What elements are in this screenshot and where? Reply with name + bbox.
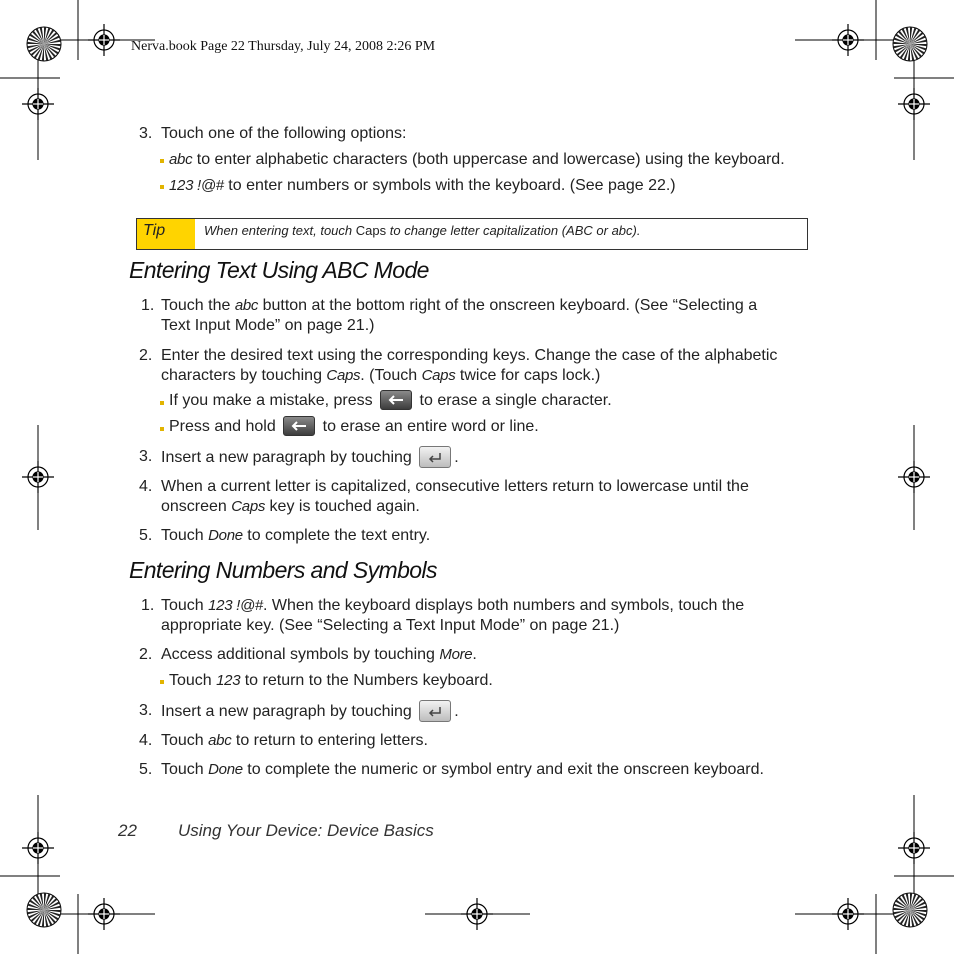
color-wheel-icon bbox=[893, 27, 927, 61]
step-text: Access additional symbols by touching More. bbox=[161, 646, 477, 663]
bullet-icon bbox=[160, 427, 164, 431]
print-header: Nerva.book Page 22 Thursday, July 24, 2008 2:26 PM bbox=[131, 39, 436, 54]
step-text: Touch the abc button at the bottom right of the onscreen keyboard. (See “Selecting a bbox=[161, 297, 758, 314]
step-text: Touch Done to complete the numeric or symbol entry and exit the onscreen keyboard. bbox=[161, 761, 764, 778]
step-text-line2: Text Input Mode” on page 21.) bbox=[161, 317, 375, 334]
registration-mark-icon bbox=[898, 832, 930, 864]
footer-title: Using Your Device: Device Basics bbox=[178, 821, 434, 840]
bullet-text: Press and hold to erase an entire word or line. bbox=[169, 417, 539, 437]
option-text: to enter alphabetic characters (both uppercase and lowercase) using the keyboard. bbox=[192, 151, 785, 168]
step-text: Touch 123 !@#. When the keyboard displays both numbers and symbols, touch the bbox=[161, 597, 745, 614]
section-heading: Entering Text Using ABC Mode bbox=[129, 257, 429, 283]
option-123 bbox=[169, 176, 676, 196]
cmd-123: 123 !@# bbox=[169, 177, 224, 194]
step-number: 1. bbox=[141, 297, 155, 314]
step-number: 3. bbox=[139, 702, 153, 719]
step-text: Touch abc to return to entering letters. bbox=[161, 732, 428, 749]
bullet-icon bbox=[160, 159, 164, 163]
step-text: When a current letter is capitalized, consecutive letters return to lowercase until the bbox=[161, 478, 749, 495]
step-number: 3. bbox=[139, 125, 153, 142]
bullet-icon bbox=[160, 401, 164, 405]
tip-label: Tip bbox=[143, 222, 166, 239]
bullet-text: If you make a mistake, press to erase a single character. bbox=[169, 391, 612, 411]
color-wheel-icon bbox=[27, 893, 61, 927]
registration-mark-icon bbox=[22, 832, 54, 864]
step-text-line2: appropriate key. (See “Selecting a Text Input Mode” on page 21.) bbox=[161, 617, 620, 634]
step-text: Touch Done to complete the text entry. bbox=[161, 527, 431, 544]
registration-mark-icon bbox=[88, 24, 120, 56]
step-text-line2: onscreen Caps key is touched again. bbox=[161, 498, 420, 515]
bullet-text: Touch 123 to return to the Numbers keyboard. bbox=[169, 672, 493, 689]
registration-mark-icon bbox=[832, 24, 864, 56]
step-number: 2. bbox=[139, 646, 153, 663]
step-number: 5. bbox=[139, 761, 153, 778]
registration-mark-icon bbox=[22, 88, 54, 120]
registration-mark-icon bbox=[832, 898, 864, 930]
backspace-key-icon bbox=[283, 416, 315, 436]
color-wheel-icon bbox=[893, 893, 927, 927]
option-abc bbox=[169, 150, 785, 170]
step-number: 5. bbox=[139, 527, 153, 544]
color-wheel-icon bbox=[27, 27, 61, 61]
step-text: Enter the desired text using the corresponding keys. Change the case of the alphabetic bbox=[161, 347, 778, 364]
tip-box bbox=[136, 218, 808, 250]
registration-mark-icon bbox=[22, 461, 54, 493]
step-text: Touch one of the following options: bbox=[161, 125, 407, 142]
enter-key-icon bbox=[419, 700, 451, 722]
tip-text: When entering text, touch Caps to change letter capitalization (ABC or abc). bbox=[204, 223, 641, 238]
page-number: 22 bbox=[118, 821, 137, 840]
step-number: 4. bbox=[139, 732, 153, 749]
cmd-abc: abc bbox=[169, 151, 193, 168]
registration-mark-icon bbox=[898, 461, 930, 493]
step-number: 2. bbox=[139, 347, 153, 364]
registration-mark-icon bbox=[461, 898, 493, 930]
bullet-icon bbox=[160, 185, 164, 189]
step-number: 3. bbox=[139, 448, 153, 465]
section-heading: Entering Numbers and Symbols bbox=[129, 557, 437, 583]
step-text: Insert a new paragraph by touching . bbox=[161, 447, 459, 469]
backspace-key-icon bbox=[380, 390, 412, 410]
step-number: 1. bbox=[141, 597, 155, 614]
option-text: to enter numbers or symbols with the keyboard. (See page 22.) bbox=[223, 177, 676, 194]
step-text: Insert a new paragraph by touching . bbox=[161, 701, 459, 723]
step-number: 4. bbox=[139, 478, 153, 495]
enter-key-icon bbox=[419, 446, 451, 468]
step-text-line2: characters by touching Caps. (Touch Caps twice for caps lock.) bbox=[161, 367, 601, 384]
bullet-icon bbox=[160, 680, 164, 684]
registration-mark-icon bbox=[88, 898, 120, 930]
registration-mark-icon bbox=[898, 88, 930, 120]
